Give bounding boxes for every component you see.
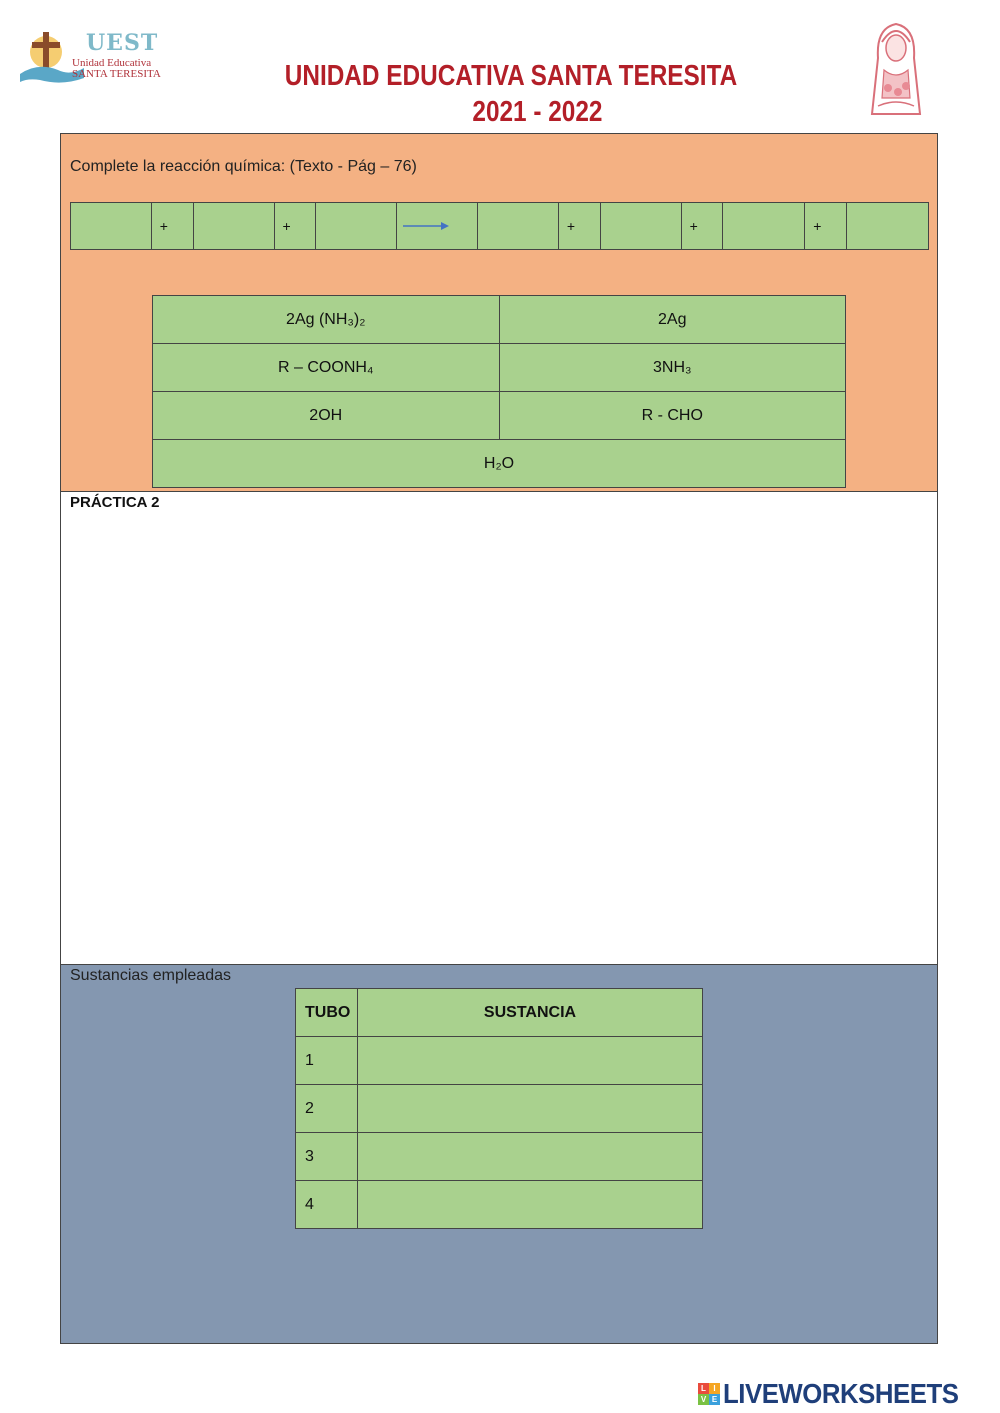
school-title: UNIDAD EDUCATIVA SANTA TERESITA [284,60,738,92]
substances-table [295,988,703,1229]
saint-illustration-icon [858,18,934,118]
logo-subtitle-line1: Unidad Educativa [72,57,152,69]
substance-answer-slot[interactable] [358,1133,703,1181]
drop-slot-6[interactable] [723,203,805,249]
drop-slot-2[interactable] [194,203,275,249]
tube-number: 1 [296,1037,358,1085]
chip[interactable]: R - CHO [499,392,846,440]
saint-portrait [858,18,934,118]
plus-sign-1: + [152,203,194,249]
chip[interactable]: 3NH₃ [499,344,846,392]
drop-slot-5[interactable] [601,203,682,249]
drop-slot-1[interactable] [71,203,152,249]
plus-sign-5: + [805,203,847,249]
chip[interactable]: 2Ag (NH₃)₂ [153,296,500,344]
table-row [296,1085,703,1133]
reactant-chips-table [152,295,846,488]
plus-sign-2: + [275,203,317,249]
chips-row [153,296,846,344]
logo-acronym: UEST [86,30,159,56]
table-header-row [296,989,703,1037]
tube-number: 3 [296,1133,358,1181]
table-row [296,1037,703,1085]
tube-number: 4 [296,1181,358,1229]
brand-wordmark: LIVEWORKSHEETS [723,1378,959,1409]
chip[interactable]: R – COONH₄ [153,344,500,392]
tube-number: 2 [296,1085,358,1133]
drop-slot-7[interactable] [847,203,928,249]
column-header-tube: TUBO [296,989,358,1037]
chips-row [153,392,846,440]
substance-answer-slot[interactable] [358,1181,703,1229]
practice-title: PRÁCTICA 2 [70,494,160,511]
substances-label: Sustancias empleadas [70,967,231,984]
reaction-instruction: Complete la reacción química: (Texto - Pág – 76) [70,158,417,175]
plus-sign-4: + [682,203,724,249]
liveworksheets-logo-icon: L I V E [698,1383,720,1405]
table-row [296,1133,703,1181]
school-year: 2021 - 2022 [472,96,603,128]
chips-row [153,440,846,488]
column-header-substance: SUSTANCIA [358,989,703,1037]
chip[interactable]: 2OH [153,392,500,440]
reaction-arrow [397,203,478,249]
table-row [296,1181,703,1229]
plus-sign-3: + [559,203,601,249]
chip[interactable]: 2Ag [499,296,846,344]
chip[interactable]: H₂O [153,440,846,488]
logo-subtitle-line2: SANTA TERESITA [72,68,161,80]
substance-answer-slot[interactable] [358,1085,703,1133]
drop-slot-3[interactable] [316,203,397,249]
chips-row [153,344,846,392]
arrow-right-icon [401,220,451,232]
liveworksheets-brand[interactable] [698,1378,979,1410]
equation-row [70,202,929,250]
drop-slot-4[interactable] [478,203,559,249]
substance-answer-slot[interactable] [358,1037,703,1085]
